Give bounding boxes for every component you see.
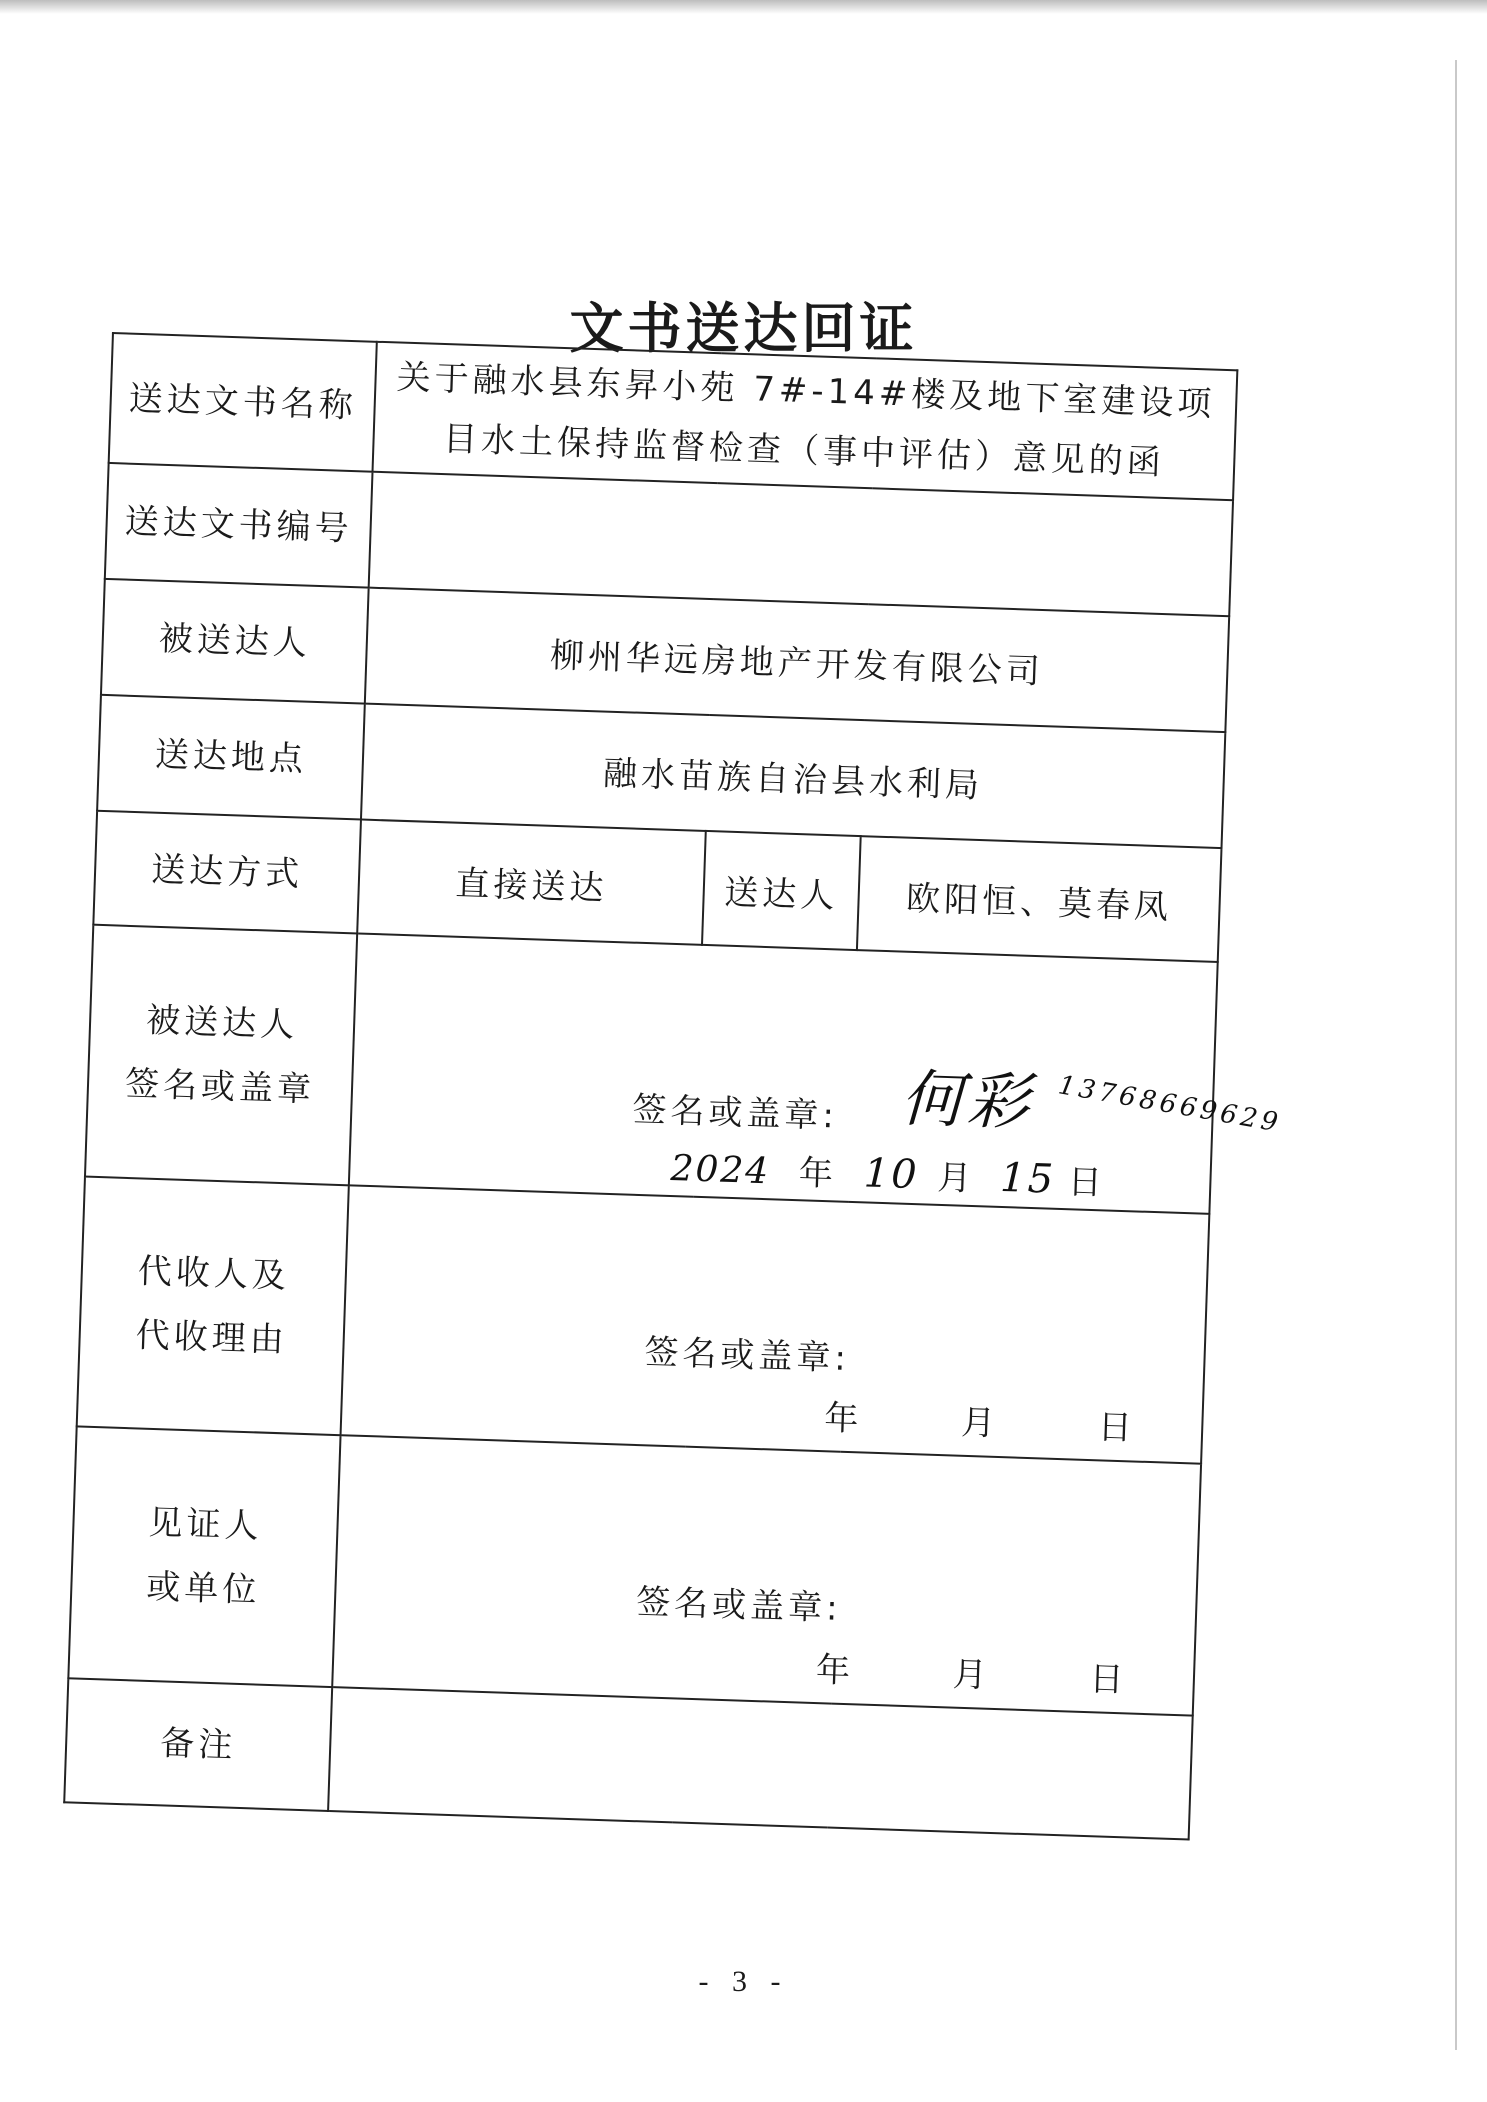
handwritten-month: 10 xyxy=(863,1150,920,1199)
delivery-receipt-form xyxy=(64,332,1284,1826)
row-witness xyxy=(68,1426,1201,1715)
value-doc-name: 关于融水县东昇小苑 7#-14#楼及地下室建设项目水土保持监督检查（事中评估）意见的函 xyxy=(373,342,1238,500)
sign-date xyxy=(824,1390,1135,1449)
sign-date xyxy=(815,1642,1126,1701)
label-method: 送达方式 xyxy=(93,811,361,934)
month-unit: 月 xyxy=(952,1654,990,1696)
day-unit: 日 xyxy=(1088,1659,1127,1701)
handwritten-year: 2024 xyxy=(669,1147,771,1193)
day-unit: 日 xyxy=(1067,1162,1105,1204)
label-witness xyxy=(68,1426,340,1687)
year-unit: 年 xyxy=(798,1153,836,1195)
label-remarks: 备注 xyxy=(64,1678,332,1811)
handwritten-signature: 何彩 xyxy=(899,1061,1035,1139)
label-proxy xyxy=(77,1177,349,1436)
sign-label: 签名或盖章: xyxy=(631,1089,839,1137)
year-unit: 年 xyxy=(815,1650,853,1692)
value-method: 直接送达 xyxy=(357,820,706,945)
handwritten-phone: 13768669629 xyxy=(1056,1070,1284,1139)
document-title: 文书送达回证 xyxy=(569,296,918,360)
label-sender: 送达人 xyxy=(702,831,861,950)
recipient-sign-cell xyxy=(349,933,1284,1213)
label-line-2: 代收理由 xyxy=(135,1315,289,1361)
handwritten-day: 15 xyxy=(999,1154,1056,1203)
value-recipient: 柳州华远房地产开发有限公司 xyxy=(365,588,1229,732)
label-doc-name: 送达文书名称 xyxy=(109,333,377,472)
label-line-2: 签名或盖章 xyxy=(124,1063,316,1111)
label-line-1: 被送达人 xyxy=(145,1000,299,1046)
label-line-1: 见证人 xyxy=(147,1502,264,1547)
month-unit: 月 xyxy=(960,1402,998,1444)
label-line-1: 代收人及 xyxy=(137,1251,291,1297)
page-number: - 3 - xyxy=(698,1965,789,1998)
label-recipient: 被送达人 xyxy=(101,579,369,704)
label-doc-number: 送达文书编号 xyxy=(105,463,373,588)
label-line-2: 或单位 xyxy=(145,1566,262,1611)
month-unit: 月 xyxy=(936,1157,975,1200)
year-unit: 年 xyxy=(823,1398,862,1440)
witness-sign-cell xyxy=(332,1435,1201,1715)
proxy-sign-cell xyxy=(341,1185,1210,1463)
value-sender: 欧阳恒、莫春凤 xyxy=(857,836,1222,962)
sign-date xyxy=(670,1141,1105,1204)
row-proxy xyxy=(77,1177,1210,1464)
value-location: 融水苗族自治县水利局 xyxy=(361,704,1225,848)
label-location: 送达地点 xyxy=(97,695,365,820)
scan-top-shadow xyxy=(0,0,1487,14)
label-recipient-sign xyxy=(85,925,357,1186)
form-table xyxy=(63,332,1284,1841)
sign-label: 签名或盖章: xyxy=(635,1582,843,1629)
sign-label: 签名或盖章: xyxy=(643,1332,851,1380)
row-recipient-sign xyxy=(85,925,1218,1214)
day-unit: 日 xyxy=(1097,1407,1135,1449)
